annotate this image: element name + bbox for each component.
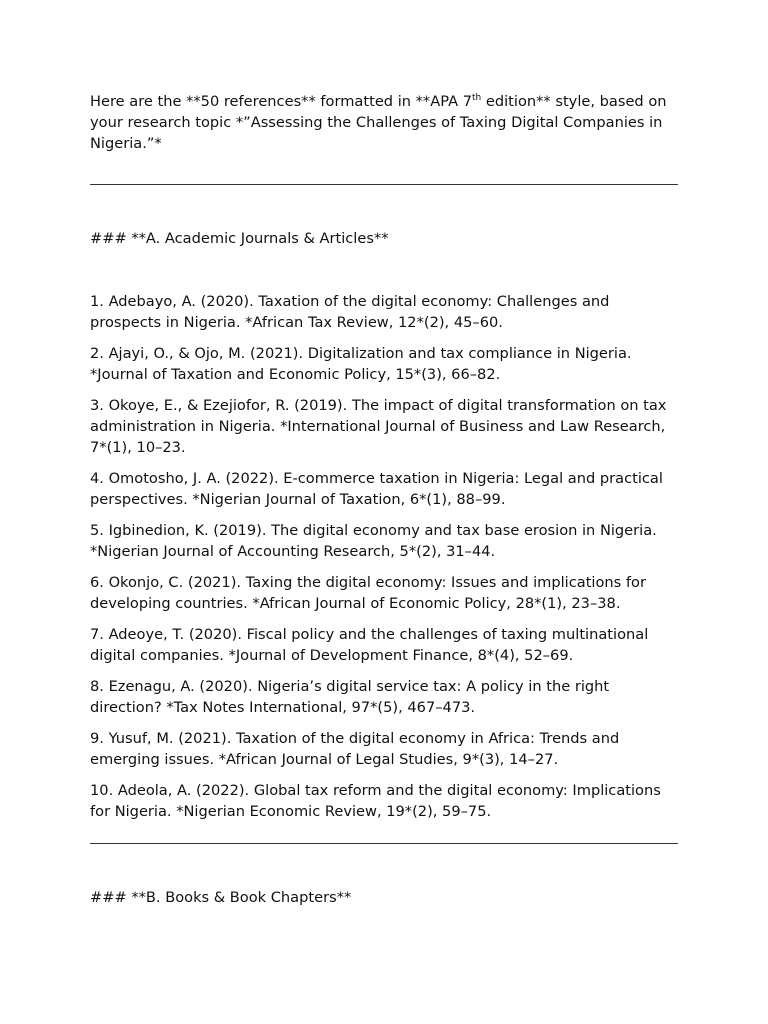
reference-item: 1. Adebayo, A. (2020). Taxation of the digital economy: Challenges and prospects in Nigeria. *African Tax Review, 12*(2), 45–60. — [90, 293, 610, 331]
reference-item: 4. Omotosho, J. A. (2022). E-commerce taxation in Nigeria: Legal and practical perspectives. *Nigerian Journal of Taxation, 6*(1), 88–99. — [90, 470, 663, 508]
intro-text-start: Here are the **50 references** formatted in **APA 7 — [90, 93, 472, 110]
reference-item: 10. Adeola, A. (2022). Global tax reform and the digital economy: Implications for Nigeria. *Nigerian Economic Review, 19*(2), 59–75. — [90, 782, 661, 820]
reference-item: 7. Adeoye, T. (2020). Fiscal policy and the challenges of taxing multinational digital companies. *Journal of Development Finance, 8*(4), 52–69. — [90, 626, 649, 664]
horizontal-rule — [90, 184, 678, 185]
reference-item: 2. Ajayi, O., & Ojo, M. (2021). Digitalization and tax compliance in Nigeria. *Journal of Taxation and Economic Policy, 15*(3), 66–82. — [90, 345, 632, 383]
reference-list — [90, 291, 678, 822]
section-a-heading: ### **A. Academic Journals & Articles** — [90, 230, 389, 247]
intro-superscript: th — [472, 93, 482, 104]
reference-item: 6. Okonjo, C. (2021). Taxing the digital economy: Issues and implications for developing countries. *African Journal of Economic Policy, 28*(1), 23–38. — [90, 574, 646, 612]
reference-item: 8. Ezenagu, A. (2020). Nigeria’s digital service tax: A policy in the right direction? *Tax Notes International, 97*(5), 467–473. — [90, 678, 610, 716]
horizontal-rule — [90, 843, 678, 844]
intro-paragraph — [90, 91, 678, 154]
reference-item: 9. Yusuf, M. (2021). Taxation of the digital economy in Africa: Trends and emerging issues. *African Journal of Legal Studies, 9*(3), 14–27. — [90, 730, 620, 768]
intro-text-end: edition** style, based on your research topic *”Assessing the Challenges of Taxing Digital Companies in Nigeria.”* — [90, 93, 667, 152]
reference-item: 5. Igbinedion, K. (2019). The digital economy and tax base erosion in Nigeria. *Nigerian Journal of Accounting Research, 5*(2), 31–44. — [90, 522, 657, 560]
reference-item: 3. Okoye, E., & Ezejiofor, R. (2019). The impact of digital transformation on tax administration in Nigeria. *International Journal of Business and Law Research, 7*(1), 10–23. — [90, 397, 667, 456]
document-page — [90, 91, 678, 908]
section-b-heading: ### **B. Books & Book Chapters** — [90, 889, 352, 906]
